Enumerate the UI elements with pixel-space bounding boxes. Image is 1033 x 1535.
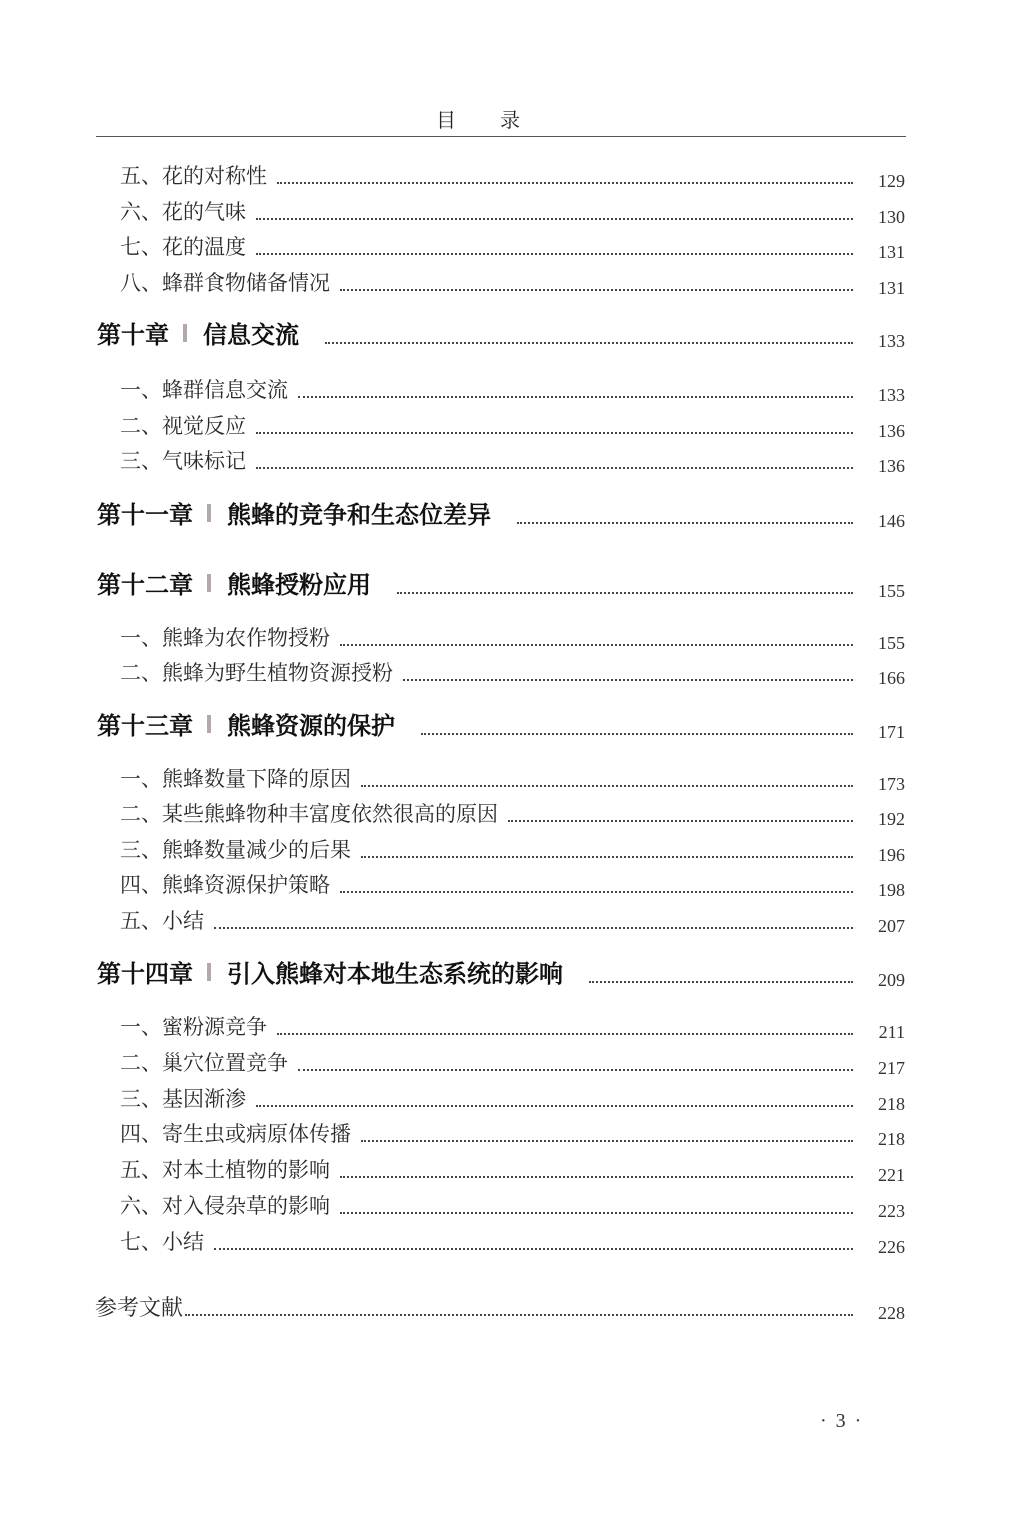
section-label: 一、熊蜂数量下降的原因 bbox=[120, 767, 351, 791]
chapter-title bbox=[0, 315, 299, 350]
chapter-label: 熊蜂的竞争和生态位差异 bbox=[227, 501, 491, 529]
toc-page-number: 130 bbox=[878, 207, 905, 227]
toc-section-row[interactable] bbox=[0, 160, 905, 190]
chapter-label: 引入熊蜂对本地生态系统的影响 bbox=[227, 960, 563, 988]
chapter-number: 第十三章 bbox=[97, 712, 193, 740]
toc-page-number: 131 bbox=[878, 278, 905, 298]
dot-leader bbox=[361, 785, 853, 787]
toc-section-row[interactable] bbox=[0, 445, 905, 475]
chapter-title bbox=[0, 495, 491, 530]
chapter-title bbox=[0, 565, 371, 600]
toc-page-number: 196 bbox=[878, 845, 905, 865]
section-label: 四、熊蜂资源保护策略 bbox=[120, 873, 330, 897]
toc-section-row[interactable] bbox=[0, 1226, 905, 1256]
section-label: 五、对本土植物的影响 bbox=[120, 1158, 330, 1182]
section-label: 七、花的温度 bbox=[120, 235, 246, 259]
toc-section-row[interactable] bbox=[0, 657, 905, 687]
page-number: · 3 · bbox=[820, 1410, 864, 1432]
dot-leader bbox=[256, 218, 853, 220]
dot-leader bbox=[256, 1105, 853, 1107]
chapter-label: 熊蜂资源的保护 bbox=[227, 712, 395, 740]
toc-page-number: 207 bbox=[878, 916, 905, 936]
toc-chapter-row[interactable] bbox=[0, 494, 905, 530]
section-label: 一、蜂群信息交流 bbox=[120, 378, 288, 402]
section-label: 二、熊蜂为野生植物资源授粉 bbox=[120, 661, 393, 685]
toc-page-number: 218 bbox=[878, 1094, 905, 1114]
references-label: 参考文献 bbox=[95, 1296, 184, 1321]
toc-section-row[interactable] bbox=[0, 231, 905, 261]
chapter-number: 第十二章 bbox=[97, 571, 193, 599]
chapter-label: 信息交流 bbox=[203, 321, 299, 349]
dot-leader bbox=[340, 644, 853, 646]
section-label: 三、基因渐渗 bbox=[120, 1087, 246, 1111]
toc-page-number: 218 bbox=[878, 1129, 905, 1149]
section-label: 五、花的对称性 bbox=[120, 164, 267, 188]
section-label: 三、熊蜂数量减少的后果 bbox=[120, 838, 351, 862]
toc-page-number: 129 bbox=[878, 171, 905, 191]
dot-leader bbox=[340, 1176, 853, 1178]
chapter-number: 第十一章 bbox=[97, 501, 193, 529]
chapter-label: 熊蜂授粉应用 bbox=[227, 571, 371, 599]
section-label: 一、蜜粉源竞争 bbox=[120, 1015, 267, 1039]
toc-section-row[interactable] bbox=[0, 1083, 905, 1113]
section-label: 六、对入侵杂草的影响 bbox=[120, 1194, 330, 1218]
dot-leader bbox=[298, 1069, 853, 1071]
dot-leader bbox=[256, 467, 853, 469]
section-label: 六、花的气味 bbox=[120, 200, 246, 224]
dot-leader bbox=[277, 1033, 853, 1035]
toc-section-row[interactable] bbox=[0, 869, 905, 899]
section-label: 三、气味标记 bbox=[120, 449, 246, 473]
toc-page-number: 228 bbox=[878, 1303, 905, 1323]
chapter-separator-bar bbox=[207, 574, 211, 592]
dot-leader bbox=[340, 1212, 853, 1214]
toc-section-row[interactable] bbox=[0, 267, 905, 297]
chapter-separator-bar bbox=[207, 504, 211, 522]
toc-section-row[interactable] bbox=[0, 834, 905, 864]
toc-page-number: 221 bbox=[878, 1165, 905, 1185]
dot-leader bbox=[403, 679, 853, 681]
toc-page-number: 146 bbox=[878, 511, 905, 531]
toc-section-row[interactable] bbox=[0, 763, 905, 793]
toc-page-number: 217 bbox=[878, 1058, 905, 1078]
section-label: 二、某些熊蜂物种丰富度依然很高的原因 bbox=[120, 802, 498, 826]
chapter-number: 第十章 bbox=[97, 321, 169, 349]
section-label: 五、小结 bbox=[120, 909, 204, 933]
dot-leader bbox=[214, 1248, 853, 1250]
dot-leader bbox=[298, 396, 853, 398]
toc-section-row[interactable] bbox=[0, 905, 905, 935]
dot-leader bbox=[361, 856, 853, 858]
toc-page-number: 211 bbox=[878, 1022, 905, 1042]
toc-section-row[interactable] bbox=[0, 1154, 905, 1184]
dot-leader bbox=[361, 1140, 853, 1142]
section-label: 八、蜂群食物储备情况 bbox=[120, 271, 330, 295]
toc-section-row[interactable] bbox=[0, 1047, 905, 1077]
toc-section-row[interactable] bbox=[0, 622, 905, 652]
toc-section-row[interactable] bbox=[0, 374, 905, 404]
toc-page-number: 166 bbox=[878, 668, 905, 688]
dot-leader bbox=[421, 733, 853, 735]
toc-references-row[interactable] bbox=[0, 1292, 905, 1322]
toc-page-number: 173 bbox=[878, 774, 905, 794]
header-divider bbox=[96, 136, 906, 137]
toc-section-row[interactable] bbox=[0, 1011, 905, 1041]
dot-leader bbox=[508, 820, 853, 822]
toc-page-number: 155 bbox=[878, 581, 905, 601]
toc-page-number: 133 bbox=[878, 331, 905, 351]
section-label: 一、熊蜂为农作物授粉 bbox=[120, 626, 330, 650]
toc-page-number: 198 bbox=[878, 880, 905, 900]
toc-page-number: 226 bbox=[878, 1237, 905, 1257]
dot-leader bbox=[325, 342, 853, 344]
chapter-title bbox=[0, 706, 395, 741]
toc-page-number: 136 bbox=[878, 456, 905, 476]
toc-page-number: 209 bbox=[878, 970, 905, 990]
dot-leader bbox=[256, 253, 853, 255]
dot-leader bbox=[517, 522, 853, 524]
toc-page-number: 133 bbox=[878, 385, 905, 405]
toc-page-number: 192 bbox=[878, 809, 905, 829]
toc-page-number: 223 bbox=[878, 1201, 905, 1221]
chapter-separator-bar bbox=[207, 715, 211, 733]
toc-section-row[interactable] bbox=[0, 410, 905, 440]
chapter-number: 第十四章 bbox=[97, 960, 193, 988]
page-header-title: 目录 bbox=[436, 108, 564, 132]
dot-leader bbox=[214, 927, 853, 929]
toc-chapter-row[interactable] bbox=[0, 705, 905, 741]
chapter-separator-bar bbox=[183, 324, 187, 342]
toc-section-row[interactable] bbox=[0, 1118, 905, 1148]
dot-leader bbox=[397, 592, 853, 594]
toc-page-number: 155 bbox=[878, 633, 905, 653]
dot-leader bbox=[340, 891, 853, 893]
dot-leader bbox=[340, 289, 853, 291]
toc-section-row[interactable] bbox=[0, 1190, 905, 1220]
toc-chapter-row[interactable] bbox=[0, 953, 905, 989]
section-label: 七、小结 bbox=[120, 1230, 204, 1254]
dot-leader bbox=[589, 981, 853, 983]
dot-leader bbox=[277, 182, 853, 184]
dot-leader bbox=[256, 432, 853, 434]
toc-section-row[interactable] bbox=[0, 196, 905, 226]
toc-section-row[interactable] bbox=[0, 798, 905, 828]
dot-leader bbox=[185, 1314, 853, 1316]
section-label: 二、视觉反应 bbox=[120, 414, 246, 438]
chapter-separator-bar bbox=[207, 963, 211, 981]
toc-page-number: 131 bbox=[878, 242, 905, 262]
section-label: 二、巢穴位置竞争 bbox=[120, 1051, 288, 1075]
toc-page-number: 171 bbox=[878, 722, 905, 742]
toc-chapter-row[interactable] bbox=[0, 314, 905, 350]
chapter-title bbox=[0, 954, 563, 989]
toc-chapter-row[interactable] bbox=[0, 564, 905, 600]
section-label: 四、寄生虫或病原体传播 bbox=[120, 1122, 351, 1146]
toc-page-number: 136 bbox=[878, 421, 905, 441]
